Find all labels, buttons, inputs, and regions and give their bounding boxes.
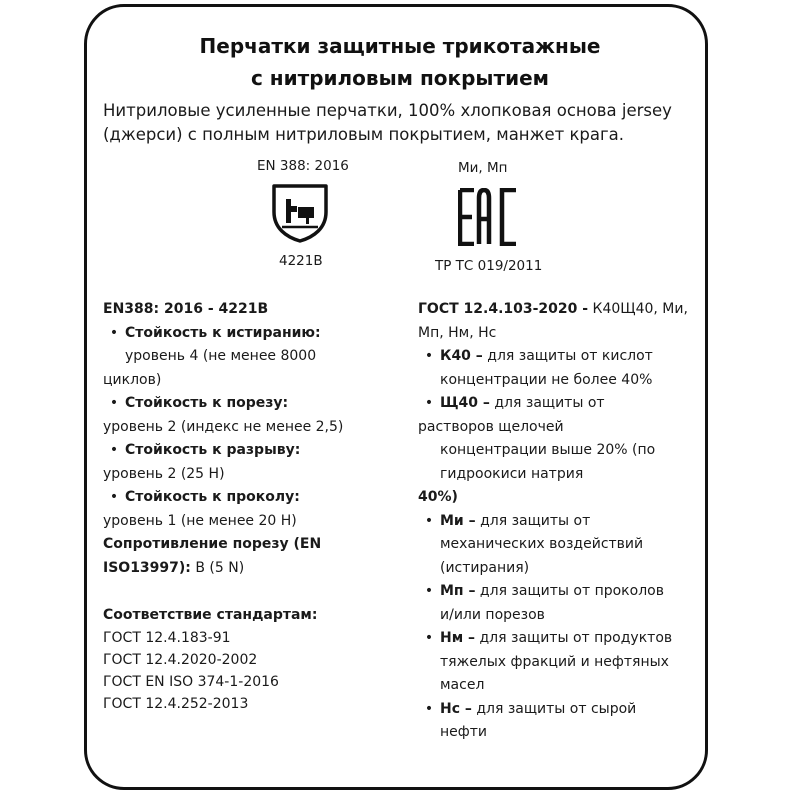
list-item: • Щ40 – для защиты от bbox=[424, 395, 605, 411]
cut-resistance-value: B (5 N) bbox=[190, 559, 245, 576]
marking-text-cont: растворов щелочей bbox=[418, 418, 564, 435]
marking-text-cont: гидроокиси натрия bbox=[440, 465, 584, 482]
marking-text-cont: концентрации выше 20% (по bbox=[440, 442, 656, 458]
marking-text-cont: (истирания) bbox=[440, 559, 530, 576]
cut-resistance-label: Сопротивление порезу (EN bbox=[103, 536, 322, 552]
standard-item: ГОСТ EN ISO 374-1-2016 bbox=[103, 674, 279, 690]
title-line-1: Перчатки защитные трикотажные bbox=[199, 34, 601, 58]
list-item: • Нс – для защиты от сырой bbox=[424, 700, 637, 717]
eac-conformity-mark-icon bbox=[458, 188, 518, 246]
cut-resistance-line bbox=[103, 557, 403, 581]
marking-text: для защиты от bbox=[475, 512, 591, 529]
eac-regulation-label: ТР ТС 019/2011 bbox=[435, 258, 543, 274]
description-line-2: (джерси) с полным нитриловым покрытием, манжет крага. bbox=[103, 125, 625, 144]
marking-text-cont: масел bbox=[440, 677, 485, 693]
list-item: • Стойкость к разрыву: bbox=[109, 442, 301, 458]
gost-heading bbox=[418, 298, 693, 322]
marking-code: Нс – bbox=[440, 700, 472, 717]
list-item: • Стойкость к истиранию: bbox=[109, 324, 321, 341]
marking-code: Ми – bbox=[440, 512, 476, 529]
marking-text: для защиты от проколов bbox=[475, 583, 664, 599]
gost-heading-code: ГОСТ 12.4.103-2020 - bbox=[418, 301, 589, 317]
property-value: уровень 1 (не менее 20 Н) bbox=[103, 512, 297, 529]
title-line-2: с нитриловым покрытием bbox=[250, 66, 550, 90]
list-item: • Ми – для защиты от bbox=[424, 512, 591, 529]
marking-text-cont: тяжелых фракций и нефтяных bbox=[440, 653, 669, 670]
property-label: Стойкость к порезу: bbox=[125, 395, 289, 411]
marking-text: для защиты от продуктов bbox=[475, 630, 673, 646]
marking-text: для защиты от bbox=[489, 395, 605, 411]
gost-heading-cont: Мп, Нм, Нс bbox=[418, 324, 497, 341]
property-label: Стойкость к проколу: bbox=[125, 489, 300, 505]
en388-hammer-shield-icon bbox=[270, 182, 330, 244]
marking-text-cont: нефти bbox=[440, 724, 487, 740]
property-label: Стойкость к истиранию: bbox=[125, 324, 321, 341]
marking-text: для защиты от кислот bbox=[482, 348, 653, 364]
list-item: • Стойкость к порезу: bbox=[109, 395, 289, 411]
en-standard-label: EN 388: 2016 bbox=[257, 158, 349, 174]
right-column bbox=[418, 298, 693, 745]
standard-item: ГОСТ 12.4.183-91 bbox=[103, 630, 231, 646]
property-value: уровень 2 (25 Н) bbox=[103, 465, 225, 482]
list-item: • Стойкость к проколу: bbox=[109, 489, 300, 505]
property-label: Стойкость к разрыву: bbox=[125, 442, 301, 458]
marking-text-cont: 40%) bbox=[418, 489, 458, 505]
gost-heading-value: К40Щ40, Ми, bbox=[588, 301, 688, 317]
marking-text: для защиты от сырой bbox=[471, 700, 637, 717]
en388-heading: EN388: 2016 - 4221B bbox=[103, 301, 269, 317]
marking-code: К40 – bbox=[440, 348, 483, 364]
standard-item: ГОСТ 12.4.2020-2002 bbox=[103, 652, 258, 668]
description-line-1: Нитриловые усиленные перчатки, 100% хлопковая основа jersey bbox=[103, 101, 672, 120]
marking-code: Щ40 – bbox=[440, 395, 490, 411]
list-item: • К40 – для защиты от кислот bbox=[424, 348, 653, 364]
en-code-label: 4221B bbox=[279, 253, 323, 269]
cut-resistance-standard: ISO13997): bbox=[103, 559, 191, 576]
property-value: уровень 2 (индекс не менее 2,5) bbox=[103, 418, 344, 435]
eac-marks-label: Ми, Мп bbox=[458, 160, 508, 176]
list-item: • Нм – для защиты от продуктов bbox=[424, 630, 673, 646]
marking-text-cont: и/или порезов bbox=[440, 606, 545, 623]
left-column bbox=[103, 298, 403, 715]
marking-code: Нм – bbox=[440, 630, 476, 646]
property-value: уровень 4 (не менее 8000 bbox=[125, 348, 317, 364]
marking-code: Мп – bbox=[440, 583, 476, 599]
marking-text-cont: механических воздействий bbox=[440, 536, 644, 552]
list-item: • Мп – для защиты от проколов bbox=[424, 583, 664, 599]
property-value-cont: циклов) bbox=[103, 371, 162, 388]
marking-text-cont: концентрации не более 40% bbox=[440, 371, 653, 388]
standards-heading: Соответствие стандартам: bbox=[103, 606, 318, 623]
standard-item: ГОСТ 12.4.252-2013 bbox=[103, 696, 249, 712]
